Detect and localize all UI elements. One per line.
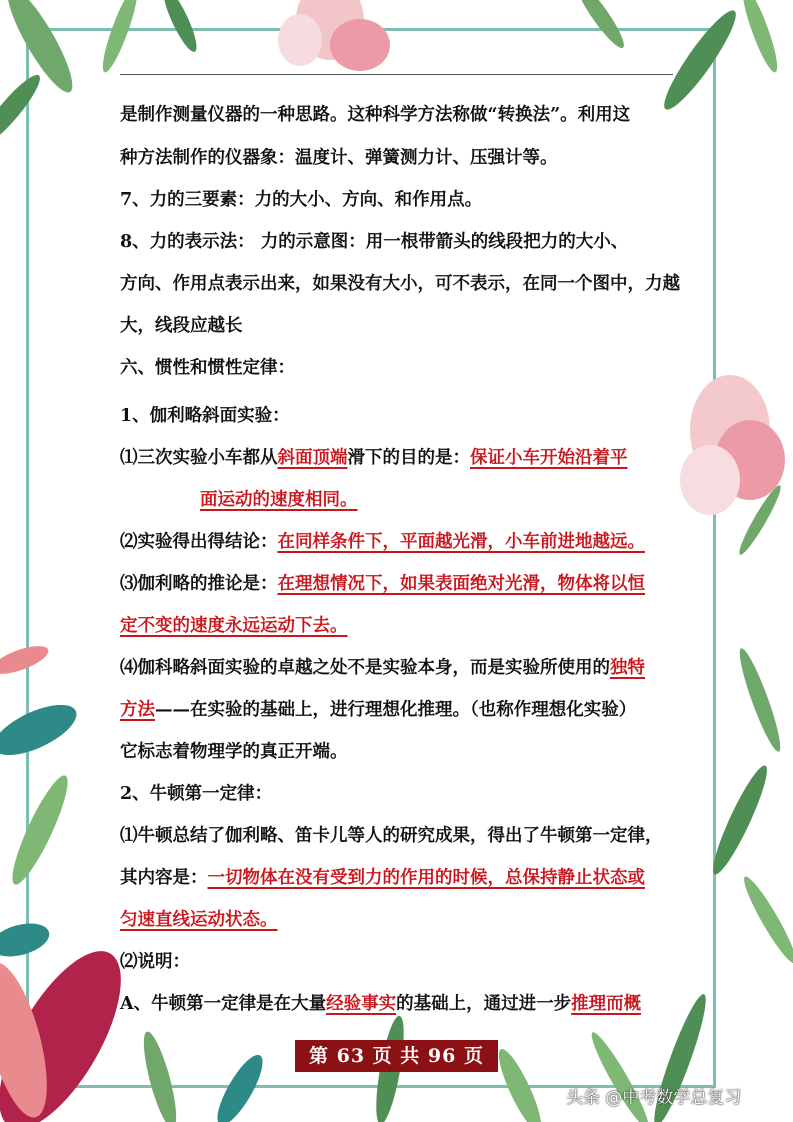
highlighted-answer: 保证小车开始沿着平 [470, 448, 628, 468]
text-line [120, 404, 290, 428]
text-segment: ⑵实验得出得结论： [120, 532, 278, 552]
text-line [120, 356, 295, 380]
floral-decoration-right [650, 370, 793, 570]
text-segment: 方向、作用点表示出来，如果没有大小，可不表示，在同一个图中，力越 [120, 274, 680, 294]
page-number-badge: 第 63 页 共 96 页 [295, 1040, 498, 1072]
text-line [120, 992, 641, 1016]
highlighted-answer: 经验事实 [326, 994, 397, 1014]
text-line [120, 314, 243, 338]
text-segment: 大，线段应越长 [120, 316, 243, 336]
text-segment: 其内容是： [120, 868, 208, 888]
text-line [120, 866, 645, 890]
text-line [120, 572, 645, 596]
text-segment: ⑶伽利略的推论是： [120, 574, 278, 594]
text-segment: ⑴牛顿总结了伽利略、笛卡儿等人的研究成果，得出了牛顿第一定律， [120, 826, 663, 846]
highlighted-answer: 在理想情况下，如果表面绝对光滑，物体将以恒 [277, 574, 645, 594]
text-segment: 7、力的三要素：力的大小、方向、和作用点。 [120, 190, 483, 210]
text-line [120, 656, 645, 680]
text-segment: 是制作测量仪器的一种思路。这种科学方法称做“转换法”。利用这 [120, 105, 631, 125]
text-line [200, 488, 358, 512]
text-line [120, 103, 630, 127]
text-line [120, 272, 680, 296]
text-segment: 它标志着物理学的真正开端。 [120, 742, 348, 762]
header-rule [120, 74, 673, 75]
text-segment: ⑴三次实验小车都从 [120, 448, 278, 468]
text-segment: 8、力的表示法： 力的示意图：用一根带箭头的线段把力的大小、 [120, 232, 629, 252]
highlighted-answer: 推理而概 [571, 994, 642, 1014]
text-segment: 种方法制作的仪器象：温度计、弹簧测力计、压强计等。 [120, 148, 558, 168]
highlighted-answer: 定不变的速度永远运动下去。 [120, 616, 348, 636]
text-line [120, 530, 645, 554]
text-line [120, 698, 636, 722]
text-line [120, 614, 348, 638]
text-line [120, 740, 348, 764]
text-line [120, 188, 482, 212]
text-line [120, 446, 628, 470]
text-line [120, 950, 190, 974]
highlighted-answer: 方法 [120, 700, 155, 720]
text-segment: ⑷伽科略斜面实验的卓越之处不是实验本身，而是实验所使用的 [120, 658, 610, 678]
highlighted-answer: 面运动的速度相同。 [200, 490, 358, 510]
text-segment: 2、牛顿第一定律： [120, 784, 273, 804]
text-segment: 滑下的目的是： [347, 448, 470, 468]
text-segment: 1、伽利略斜面实验： [120, 406, 290, 426]
text-line [120, 908, 278, 932]
text-line [120, 824, 663, 848]
highlighted-answer: 斜面顶端 [277, 448, 348, 468]
text-segment: ⑵说明： [120, 952, 190, 972]
highlighted-answer: 在同样条件下，平面越光滑，小车前进地越远。 [277, 532, 645, 552]
floral-decoration-left [0, 620, 130, 1122]
highlighted-answer: 一切物体在没有受到力的作用的时候，总保持静止状态或 [207, 868, 645, 888]
highlighted-answer: 独特 [610, 658, 645, 678]
text-line [120, 146, 558, 170]
text-line [120, 782, 272, 806]
watermark-text: 头条 @中考数学总复习 [566, 1088, 742, 1108]
text-segment: ——在实验的基础上，进行理想化推理。（也称作理想化实验） [155, 700, 637, 720]
text-segment: A、牛顿第一定律是在大量 [120, 994, 327, 1014]
text-segment: 的基础上，通过进一步 [396, 994, 572, 1014]
text-segment: 六、惯性和惯性定律： [120, 358, 295, 378]
highlighted-answer: 匀速直线运动状态。 [120, 910, 278, 930]
text-line [120, 230, 628, 254]
